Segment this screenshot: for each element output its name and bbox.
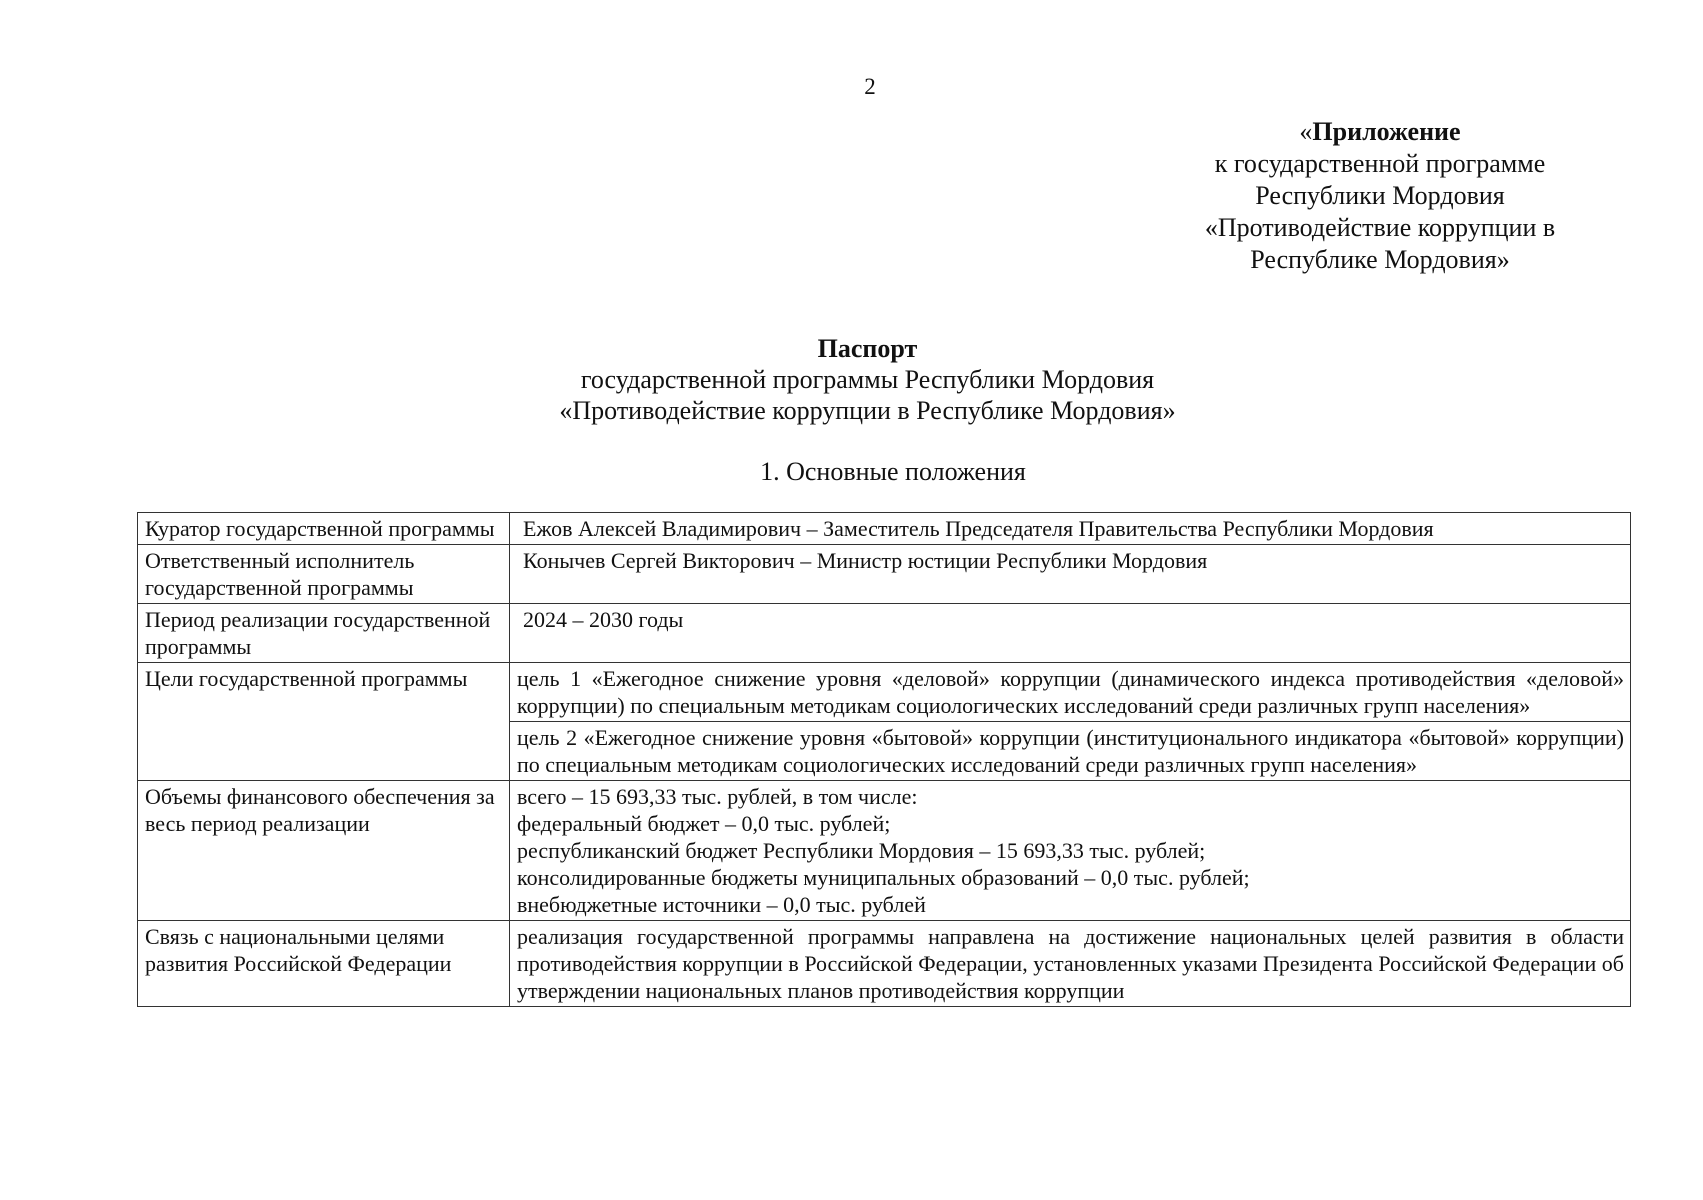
appendix-title-line	[1130, 116, 1630, 148]
appendix-line: к государственной программе	[1214, 149, 1546, 178]
appendix-line: Республике Мордовия»	[1250, 245, 1510, 274]
executor-value: Конычев Сергей Викторович – Министр юстиции Республики Мордовия	[510, 545, 1631, 604]
table-row-national-goals	[138, 921, 1631, 1007]
goal-1-value: цель 1 «Ежегодное снижение уровня «деловой» коррупции (динамического индекса противодействия «деловой» коррупции) по специальным методикам социологических исследований среди различных групп населения»	[510, 663, 1631, 722]
curator-label: Куратор государственной программы	[138, 513, 510, 545]
financing-line: внебюджетные источники – 0,0 тыс. рублей	[517, 892, 926, 917]
appendix-line: «Противодействие коррупции в	[1204, 213, 1556, 242]
passport-subtitle-line: «Противодействие коррупции в Республике Мордовия»	[559, 396, 1176, 425]
passport-subtitle-line: государственной программы Республики Мордовия	[580, 365, 1155, 394]
goals-label: Цели государственной программы	[138, 663, 510, 781]
financing-line: всего – 15 693,33 тыс. рублей, в том числе:	[517, 784, 918, 809]
table-row-executor	[138, 545, 1631, 604]
appendix-block	[1130, 116, 1630, 276]
table-row-goal-1	[138, 663, 1631, 722]
financing-value	[510, 781, 1631, 921]
section-heading: 1. Основные положения	[760, 457, 1026, 486]
table-row-period	[138, 604, 1631, 663]
financing-line: консолидированные бюджеты муниципальных образований – 0,0 тыс. рублей;	[517, 865, 1250, 890]
national-goals-label: Связь с национальными целями развития Российской Федерации	[138, 921, 510, 1007]
curator-value: Ежов Алексей Владимирович – Заместитель Председателя Правительства Республики Мордовия	[510, 513, 1631, 545]
executor-label: Ответственный исполнитель государственной программы	[138, 545, 510, 604]
financing-line: федеральный бюджет – 0,0 тыс. рублей;	[517, 811, 891, 836]
appendix-open-quote: «	[1299, 117, 1313, 146]
table-row-curator	[138, 513, 1631, 545]
appendix-title: Приложение	[1312, 117, 1461, 146]
financing-line: республиканский бюджет Республики Мордовия – 15 693,33 тыс. рублей;	[517, 838, 1206, 863]
goal-2-value: цель 2 «Ежегодное снижение уровня «бытовой» коррупции (институционального индикатора «бытовой» коррупции) по специальным методикам социологических исследований среди различных групп населения»	[510, 722, 1631, 781]
national-goals-value: реализация государственной программы направлена на достижение национальных целей развития в области противодействия коррупции в Российской Федерации, установленных указами Президента Российской Федерации об утверждении национальных планов противодействия коррупции	[510, 921, 1631, 1007]
table-row-financing	[138, 781, 1631, 921]
period-label: Период реализации государственной программы	[138, 604, 510, 663]
passport-table	[137, 512, 1631, 1007]
period-value: 2024 – 2030 годы	[510, 604, 1631, 663]
passport-title: Паспорт	[817, 334, 918, 363]
passport-heading	[440, 333, 1295, 426]
page-number: 2	[864, 74, 876, 99]
financing-label: Объемы финансового обеспечения за весь период реализации	[138, 781, 510, 921]
appendix-line: Республики Мордовия	[1255, 181, 1505, 210]
